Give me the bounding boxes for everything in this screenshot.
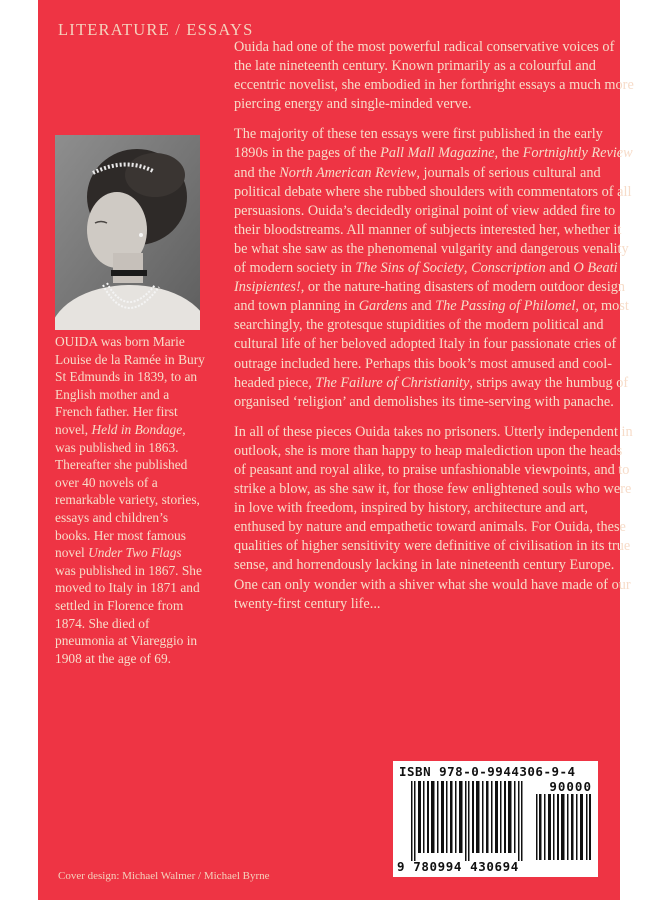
blurb-italic: North American Review — [279, 164, 417, 181]
blurb-text: The majority of these ten essays were first published in the early 1890s in the pages of the — [234, 126, 603, 162]
blurb-text: and — [407, 298, 436, 315]
barcode-ean-number: 9 780994 430694 — [397, 859, 519, 874]
category-label: LITERATURE / ESSAYS — [58, 20, 254, 39]
barcode-addon-number: 90000 — [549, 779, 592, 794]
blurb-text: , the — [494, 145, 523, 162]
blurb-text: Ouida had one of the most powerful radical conservative voices of the late nineteenth century. Known primarily as a colourful and eccentric novelist, she embodied in her forthright essays a much more piercing energy and single-minded verve. — [234, 39, 634, 113]
blurb-text: and — [545, 260, 574, 277]
addon-bars-icon — [536, 794, 592, 860]
blurb-italic: Pall Mall Magazine — [380, 145, 495, 162]
blurb-paragraph-2 — [234, 125, 634, 411]
book-back-cover — [38, 0, 634, 900]
blurb-text: , — [463, 260, 472, 277]
portrait-photo-icon — [55, 135, 200, 330]
blurb-paragraph-3 — [234, 423, 634, 614]
book-blurb — [234, 38, 634, 625]
blurb-italic: The Passing of Philomel — [435, 298, 576, 315]
blurb-italic: Gardens — [358, 298, 408, 315]
blurb-italic: The Sins of Society — [355, 260, 464, 277]
barcode-bars-icon — [411, 781, 529, 861]
blurb-text: , journals of serious cultural and political debate where she rubbed shoulders with commentators of all persuasions. Ouida’s decidedly original point of view added fire to their bloodstreams. All manner of subjects interested her, whether it be what she saw as the phenomenal vulgarity and dangerous venality of modern society in — [234, 164, 632, 277]
blurb-text: , strips away the humbug of organised ‘religion’ and demolishes its time-serving with panache. — [234, 374, 629, 410]
blurb-text: , or, most searchingly, the grotesque stupidities of the modern political and cultural life of her beloved adopted Italy in four passionate cries of outrage included here. Perhaps this book’s most amused and cool-headed piece, — [234, 298, 629, 391]
blurb-text: , or the nature-hating disasters of modern outdoor design and town planning in — [234, 279, 626, 315]
bio-title-italic: Held in Bondage — [91, 421, 183, 437]
bio-text: OUIDA was born Marie Louise de la Ramée in Bury St Edmunds in 1839, to an English mother and a French father. Her first novel, — [55, 334, 205, 437]
blurb-paragraph-1 — [234, 38, 634, 114]
blurb-italic: Conscription — [471, 260, 546, 277]
cover-design-credit: Cover design: Michael Walmer / Michael Byrne — [58, 870, 270, 882]
blurb-italic: Fortnightly Review — [522, 145, 633, 162]
blurb-text: In all of these pieces Ouida takes no prisoners. Utterly independent in outlook, she is more than happy to heap malediction upon the heads of peasant and royal alike, to praise unfashionable viewpoints, and to strike a blow, as she saw it, for those few enlightened souls who were in love with freedom, inspired by history, architecture and art, enthused by nature and empathetic toward animals. For Ouida, these qualities of higher sensitivity were definitive of civilisation in its true sense, and horrendously lacking in late nineteenth century Europe. One can only wonder with a shiver what she would have made of our twenty-first century life... — [234, 423, 633, 612]
bio-title-italic: Under Two Flags — [88, 545, 182, 561]
bio-text: was published in 1867. She moved to Italy in 1871 and settled in Florence from 1874. She died of pneumonia at Viareggio in 1908 at the age of 69. — [55, 562, 202, 666]
author-bio — [55, 333, 205, 667]
isbn-label: ISBN 978-0-9944306-9-4 — [399, 764, 576, 779]
bio-text: , was published in 1863. Thereafter she published over 40 novels of a remarkable variety, stories, essays and children’s books. Her most famous novel — [55, 421, 200, 561]
author-portrait-photo — [55, 135, 200, 330]
blurb-italic: O Beati Insipientes! — [234, 260, 618, 296]
blurb-italic: The Failure of Christianity — [315, 374, 470, 391]
blurb-text: and the — [234, 164, 280, 181]
isbn-barcode — [393, 761, 598, 877]
